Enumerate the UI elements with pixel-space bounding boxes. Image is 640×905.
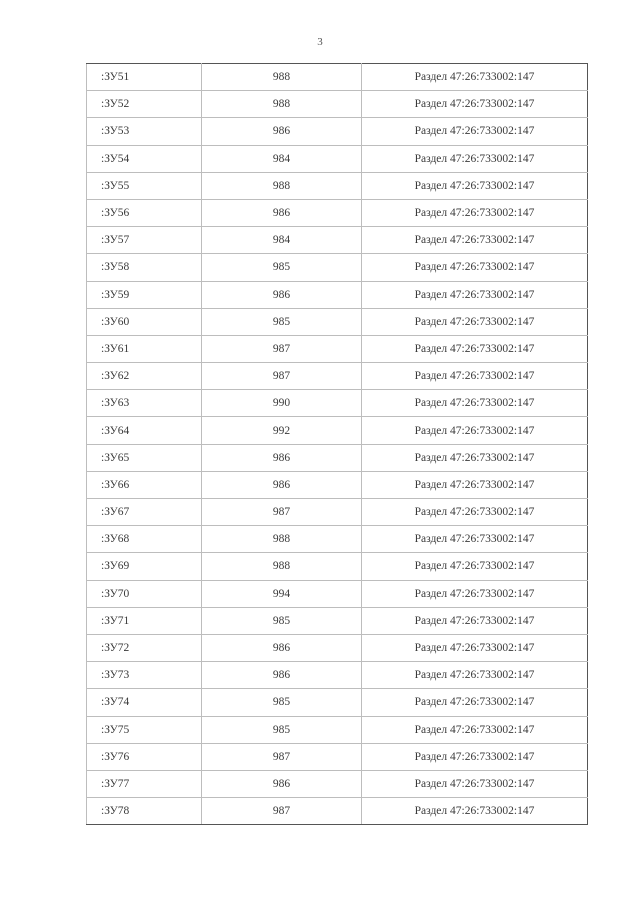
plot-id-cell: :ЗУ67 bbox=[87, 499, 202, 526]
plot-section-cell: Раздел 47:26:733002:147 bbox=[362, 254, 588, 281]
plot-area-cell: 990 bbox=[202, 390, 362, 417]
plot-section-cell: Раздел 47:26:733002:147 bbox=[362, 91, 588, 118]
plot-id-cell: :ЗУ71 bbox=[87, 607, 202, 634]
table-row bbox=[87, 689, 588, 716]
plot-id-cell: :ЗУ69 bbox=[87, 553, 202, 580]
plot-id-cell: :ЗУ65 bbox=[87, 444, 202, 471]
plot-section-cell: Раздел 47:26:733002:147 bbox=[362, 580, 588, 607]
plot-id-cell: :ЗУ59 bbox=[87, 281, 202, 308]
plot-area-cell: 987 bbox=[202, 499, 362, 526]
table-row bbox=[87, 743, 588, 770]
plot-id-cell: :ЗУ63 bbox=[87, 390, 202, 417]
table-row bbox=[87, 444, 588, 471]
plot-area-cell: 986 bbox=[202, 118, 362, 145]
plot-id-cell: :ЗУ52 bbox=[87, 91, 202, 118]
plot-id-cell: :ЗУ68 bbox=[87, 526, 202, 553]
plot-section-cell: Раздел 47:26:733002:147 bbox=[362, 417, 588, 444]
table-row bbox=[87, 199, 588, 226]
plot-id-cell: :ЗУ76 bbox=[87, 743, 202, 770]
plot-area-cell: 987 bbox=[202, 743, 362, 770]
plot-area-cell: 985 bbox=[202, 254, 362, 281]
plot-area-cell: 987 bbox=[202, 798, 362, 825]
plot-id-cell: :ЗУ57 bbox=[87, 227, 202, 254]
plot-id-cell: :ЗУ56 bbox=[87, 199, 202, 226]
plot-id-cell: :ЗУ70 bbox=[87, 580, 202, 607]
table-row bbox=[87, 607, 588, 634]
plot-section-cell: Раздел 47:26:733002:147 bbox=[362, 607, 588, 634]
plot-section-cell: Раздел 47:26:733002:147 bbox=[362, 281, 588, 308]
page-number: 3 bbox=[317, 36, 323, 48]
plot-section-cell: Раздел 47:26:733002:147 bbox=[362, 553, 588, 580]
plot-section-cell: Раздел 47:26:733002:147 bbox=[362, 662, 588, 689]
plot-id-cell: :ЗУ55 bbox=[87, 172, 202, 199]
table-row bbox=[87, 172, 588, 199]
plot-id-cell: :ЗУ54 bbox=[87, 145, 202, 172]
plot-section-cell: Раздел 47:26:733002:147 bbox=[362, 390, 588, 417]
plot-section-cell: Раздел 47:26:733002:147 bbox=[362, 798, 588, 825]
plot-id-cell: :ЗУ72 bbox=[87, 634, 202, 661]
plot-area-cell: 986 bbox=[202, 281, 362, 308]
plot-section-cell: Раздел 47:26:733002:147 bbox=[362, 227, 588, 254]
plot-area-cell: 986 bbox=[202, 444, 362, 471]
plot-section-cell: Раздел 47:26:733002:147 bbox=[362, 716, 588, 743]
plot-area-cell: 987 bbox=[202, 335, 362, 362]
plot-id-cell: :ЗУ77 bbox=[87, 770, 202, 797]
table-row bbox=[87, 770, 588, 797]
table-body bbox=[87, 64, 588, 825]
plot-id-cell: :ЗУ78 bbox=[87, 798, 202, 825]
plot-area-cell: 988 bbox=[202, 64, 362, 91]
table-row bbox=[87, 118, 588, 145]
plot-id-cell: :ЗУ64 bbox=[87, 417, 202, 444]
plot-id-cell: :ЗУ53 bbox=[87, 118, 202, 145]
table-row bbox=[87, 471, 588, 498]
plot-section-cell: Раздел 47:26:733002:147 bbox=[362, 145, 588, 172]
plot-area-cell: 992 bbox=[202, 417, 362, 444]
table-row bbox=[87, 390, 588, 417]
plot-area-cell: 988 bbox=[202, 91, 362, 118]
plot-id-cell: :ЗУ58 bbox=[87, 254, 202, 281]
plot-section-cell: Раздел 47:26:733002:147 bbox=[362, 363, 588, 390]
plot-id-cell: :ЗУ61 bbox=[87, 335, 202, 362]
table-row bbox=[87, 798, 588, 825]
plot-area-cell: 985 bbox=[202, 607, 362, 634]
table-row bbox=[87, 662, 588, 689]
plot-section-cell: Раздел 47:26:733002:147 bbox=[362, 118, 588, 145]
plot-section-cell: Раздел 47:26:733002:147 bbox=[362, 471, 588, 498]
table-row bbox=[87, 499, 588, 526]
plot-area-cell: 985 bbox=[202, 308, 362, 335]
plot-area-cell: 988 bbox=[202, 553, 362, 580]
plot-id-cell: :ЗУ66 bbox=[87, 471, 202, 498]
plot-id-cell: :ЗУ74 bbox=[87, 689, 202, 716]
table-row bbox=[87, 417, 588, 444]
table-row bbox=[87, 526, 588, 553]
plot-area-cell: 994 bbox=[202, 580, 362, 607]
table-row bbox=[87, 363, 588, 390]
plot-section-cell: Раздел 47:26:733002:147 bbox=[362, 308, 588, 335]
table-row bbox=[87, 254, 588, 281]
plot-area-cell: 986 bbox=[202, 634, 362, 661]
plot-area-cell: 988 bbox=[202, 526, 362, 553]
plot-area-cell: 985 bbox=[202, 716, 362, 743]
table-row bbox=[87, 281, 588, 308]
plot-id-cell: :ЗУ75 bbox=[87, 716, 202, 743]
table-row bbox=[87, 634, 588, 661]
plot-section-cell: Раздел 47:26:733002:147 bbox=[362, 499, 588, 526]
plot-section-cell: Раздел 47:26:733002:147 bbox=[362, 689, 588, 716]
plot-area-cell: 986 bbox=[202, 471, 362, 498]
plot-id-cell: :ЗУ51 bbox=[87, 64, 202, 91]
plot-id-cell: :ЗУ60 bbox=[87, 308, 202, 335]
table-row bbox=[87, 716, 588, 743]
table-row bbox=[87, 227, 588, 254]
plot-area-cell: 986 bbox=[202, 770, 362, 797]
plot-section-cell: Раздел 47:26:733002:147 bbox=[362, 199, 588, 226]
plot-section-cell: Раздел 47:26:733002:147 bbox=[362, 64, 588, 91]
table-row bbox=[87, 553, 588, 580]
plot-area-cell: 984 bbox=[202, 227, 362, 254]
table-row bbox=[87, 91, 588, 118]
plot-area-cell: 988 bbox=[202, 172, 362, 199]
plot-area-cell: 987 bbox=[202, 363, 362, 390]
plot-area-cell: 986 bbox=[202, 662, 362, 689]
plot-area-cell: 985 bbox=[202, 689, 362, 716]
plot-section-cell: Раздел 47:26:733002:147 bbox=[362, 335, 588, 362]
plot-id-cell: :ЗУ73 bbox=[87, 662, 202, 689]
plot-section-cell: Раздел 47:26:733002:147 bbox=[362, 743, 588, 770]
table-row bbox=[87, 580, 588, 607]
land-plots-table bbox=[86, 63, 588, 825]
table-row bbox=[87, 64, 588, 91]
plot-section-cell: Раздел 47:26:733002:147 bbox=[362, 770, 588, 797]
plot-section-cell: Раздел 47:26:733002:147 bbox=[362, 444, 588, 471]
table-row bbox=[87, 335, 588, 362]
plot-section-cell: Раздел 47:26:733002:147 bbox=[362, 526, 588, 553]
table-row bbox=[87, 308, 588, 335]
plot-section-cell: Раздел 47:26:733002:147 bbox=[362, 634, 588, 661]
plot-section-cell: Раздел 47:26:733002:147 bbox=[362, 172, 588, 199]
plot-area-cell: 984 bbox=[202, 145, 362, 172]
plot-id-cell: :ЗУ62 bbox=[87, 363, 202, 390]
plot-area-cell: 986 bbox=[202, 199, 362, 226]
table-row bbox=[87, 145, 588, 172]
